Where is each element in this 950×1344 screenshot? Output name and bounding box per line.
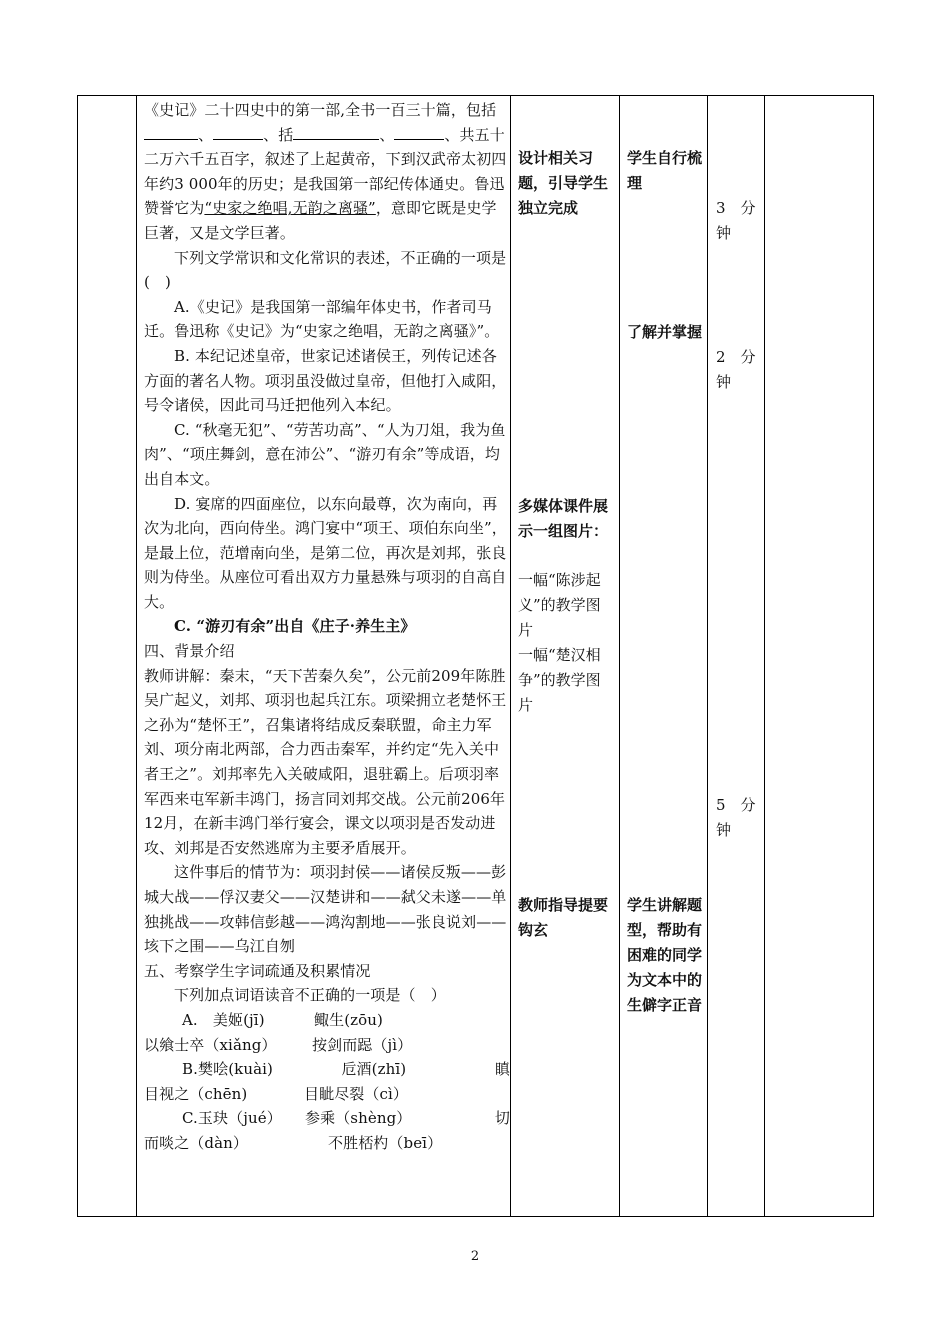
q2-option-a-line2: 以飨士卒（xiǎng） 按剑而跽（jì） [144,1035,413,1054]
intro-paragraph: 《史记》二十四史中的第一部,全书一百三十篇，包括、 、括 、 、共五十二万六千五百字，叙述了上起黄帝，下到汉武帝太初四年约3 000年的历史；是我国第一部纪传体通史。鲁迅赞誉它为“史家之绝唱,无韵之离骚”，意即它既是史学巨著，又是文学巨著。 [144,101,507,242]
student-activity-review: 学生自行梳理 [627,149,703,192]
q2-option-a-line1: A. 美姬(jī) 鲰生(zōu) [182,1010,383,1029]
time-allocation-3: 5 分钟 [716,796,756,839]
teacher-activity-multimedia: 多媒体课件展示一组图片： [518,497,609,540]
column-divider [619,96,620,1216]
teacher-activity-guidance: 教师指导提要钩玄 [518,896,609,939]
option-d: D. 宴席的四面座位，以东向最尊，次为南向，再次为北向，西向侍坐。鸿门宴中“项王、项伯东向坐”，是最上位，范增南向坐，是第二位，再次是刘邦，张良则为侍坐。从座位可看出双方力量悬殊与项羽的自高自大。 [144,494,507,611]
aftermath-text: 这件事后的情节为：项羽封侯——诸侯反叛——彭城大战——俘汉妻父——汉楚讲和——弑父未遂——单独挑战——攻韩信彭越——鸿沟割地——张良说刘——垓下之围——乌江自刎 [144,863,507,956]
page-number: 2 [470,1249,480,1264]
q2-option-b-line2: 目视之（chēn) 目眦尽裂（cì） [144,1084,408,1103]
time-allocation-2: 2 分钟 [716,348,756,391]
student-activity-master: 了解并掌握 [627,323,703,341]
option-b: B. 本纪记述皇帝，世家记述诸侯王，列传记述各方面的著名人物。项羽虽没做过皇帝，但他打入咸阳，号令诸侯，因此司马迁把他列入本纪。 [144,346,507,415]
teacher-activity-exercise: 设计相关习题，引导学生独立完成 [518,149,609,217]
question-2: 下列加点词语读音不正确的一项是（ ） [174,986,446,1005]
answer-1: C. “游刃有余”出自《庄子·养生主》 [174,617,416,636]
section-heading-5: 五、考察学生字词疏通及积累情况 [144,961,371,980]
column-divider [764,96,765,1216]
column-divider [510,96,511,1216]
teaching-content [144,98,510,1156]
teacher-activity-image-1: 一幅“陈涉起义”的教学图片 [518,571,601,639]
teacher-activity-image-2: 一幅“楚汉相争”的教学图片 [518,646,601,714]
question-1: 下列文学常识和文化常识的表述，不正确的一项是( ) [144,248,507,292]
q2-option-c-line2: 而啖之（dàn） 不胜桮杓（beī） [144,1133,443,1152]
option-a: A.《史记》是我国第一部编年体史书，作者司马迁。鲁迅称《史记》为“史家之绝唱，无韵之离骚》”。 [144,297,500,341]
q2-option-c-line1: C.玉玦（jué） 参乘（shèng） 切 [182,1109,510,1128]
student-activity-pronunciation: 学生讲解题型，帮助有困难的同学为文本中的生僻字正音 [627,896,703,1014]
q2-option-b-line1: B.樊哙(kuài) 卮酒(zhī) 瞋 [182,1060,510,1079]
lesson-plan-table [77,95,874,1217]
option-c: C. “秋毫无犯”、“劳苦功高”、“人为刀俎，我为鱼肉”、“项庄舞剑，意在沛公”、“游刃有余”等成语，均出自本文。 [144,420,506,488]
column-divider [136,96,137,1216]
column-divider [707,96,708,1216]
section-heading-4: 四、背景介绍 [144,642,235,661]
background-text: 教师讲解：秦末，“天下苦秦久矣”，公元前209年陈胜吴广起义，刘邦、项羽也起兵江东。项梁拥立老楚怀王之孙为“楚怀王”，召集诸将结成反秦联盟，命主力军刘、项分南北两部，合力西击秦军，并约定“先入关中者王之”。刘邦率先入关破咸阳，退驻霸上。后项羽率军西来屯军新丰鸿门，扬言同刘邦交战。公元前206年12月，在新丰鸿门举行宴会，课文以项羽是否发动进攻、刘邦是否安然逃席为主要矛盾展开。 [144,666,507,857]
time-allocation-1: 3 分钟 [716,199,756,242]
